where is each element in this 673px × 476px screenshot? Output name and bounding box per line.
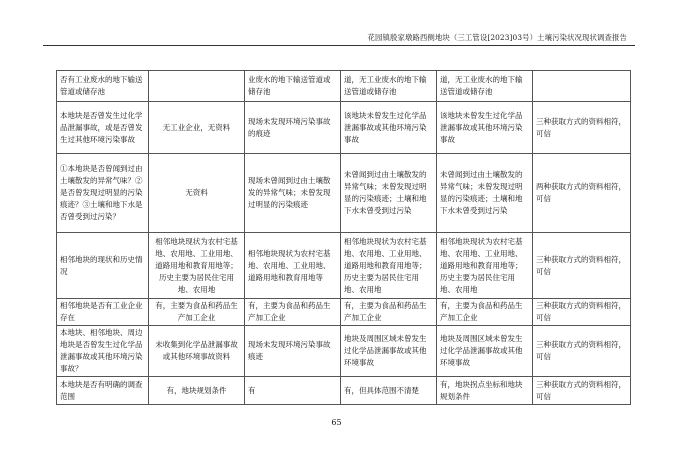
- table-cell: 该地块未曾发生过化学品泄漏事故或其他环境污染事故: [437, 102, 533, 154]
- table-cell: 三种获取方式的资料相符，可信: [533, 233, 631, 299]
- report-header-title: 花园镇殷家墩路西侧地块（三工管设[2023]03号）土壤污染状况现状调查报告: [367, 33, 627, 42]
- table-row: [57, 326, 631, 377]
- table-cell: 三种获取方式的资料相符，可信: [533, 102, 631, 154]
- header-divider: [43, 45, 635, 46]
- table-cell: 有，主要为食品和药品生产加工企业: [437, 299, 533, 326]
- table-row: [57, 71, 631, 102]
- table-cell: 现场未曾闻到过由土壤散发的异常气味；未曾发现过明显的污染痕迹: [245, 154, 341, 233]
- table-cell: 无工业企业，无资料: [149, 102, 245, 154]
- table-cell: 该地块未曾发生过化学品泄漏事故或其他环境污染事故: [341, 102, 437, 154]
- table-cell: ①本地块是否曾闻到过由土壤散发的异常气味？②是否曾发现过明显的污染痕迹？③土壤和地下水是否曾受到过污染？: [57, 154, 149, 233]
- table-cell: 现场未发现环境污染事故的痕迹: [245, 102, 341, 154]
- table-row: [57, 377, 631, 405]
- page-number: 65: [331, 418, 342, 427]
- table-cell: 地块及周围区域未曾发生过化学品泄漏事故或其他环境事故: [437, 326, 533, 377]
- table-cell: 相邻地块现状为农村宅基地、农用地、工业用地、道路用地和教育用地等；历史主要为居民住宅用地、农用地: [149, 233, 245, 299]
- table-cell: 未曾闻到过由土壤散发的异常气味；未曾发现过明显的污染痕迹；土壤和地下水未曾受到过污染: [437, 154, 533, 233]
- table-cell: 相邻地块的现状和历史情况: [57, 233, 149, 299]
- table-cell: 有，但具体范围不清楚: [341, 377, 437, 405]
- table-cell: 有，地块拐点坐标和地块规划条件: [437, 377, 533, 405]
- table-cell: 三种获取方式的资料相符，可信: [533, 377, 631, 405]
- table-cell: 否有工业废水的地下输送管道或储存池: [57, 71, 149, 102]
- table-cell: 本地块是否曾发生过化学品泄漏事故，或是否曾发生过其他环境污染事故: [57, 102, 149, 154]
- table-cell: 三种获取方式的资料相符，可信: [533, 326, 631, 377]
- table-row: [57, 299, 631, 326]
- table-row: [57, 233, 631, 299]
- table-cell: 有: [245, 377, 341, 405]
- table-cell: 相邻地块现状为农村宅基地、农用地、工业用地、道路用地和教育用地等；历史主要为居民住宅用地、农用地: [341, 233, 437, 299]
- table-cell: 有，主要为食品和药品生产加工企业: [245, 299, 341, 326]
- table-cell: 相邻地块是否有工业企业存在: [57, 299, 149, 326]
- table-cell: 本地块、相邻地块、周边地块是否曾发生过化学品泄漏事故或其他环境污染事故？: [57, 326, 149, 377]
- table-cell: 现场未发现环境污染事故痕迹: [245, 326, 341, 377]
- table-cell: 有，主要为食品和药品生产加工企业: [341, 299, 437, 326]
- table-cell: [149, 71, 245, 102]
- table-cell: 相邻地块现状为农村宅基地、农用地、工业用地、道路用地和教育用地等: [245, 233, 341, 299]
- table-row: [57, 102, 631, 154]
- table-cell: 有，地块规划条件: [149, 377, 245, 405]
- table-cell: 两种获取方式的资料相符，可信: [533, 154, 631, 233]
- table-cell: 本地块是否有明确的调查范围: [57, 377, 149, 405]
- table-cell: 道，无工业废水的地下输送管道或储存池: [341, 71, 437, 102]
- table-cell: 未曾闻到过由土壤散发的异常气味；未曾发现过明显的污染痕迹；土壤和地下水未曾受到过污染: [341, 154, 437, 233]
- table-row: [57, 154, 631, 233]
- table-cell: 有，主要为食品和药品生产加工企业: [149, 299, 245, 326]
- table-cell: 无资料: [149, 154, 245, 233]
- table-cell: [533, 71, 631, 102]
- table-cell: 三种获取方式的资料相符，可信: [533, 299, 631, 326]
- table-cell: 业废水的地下输送管道或储存池: [245, 71, 341, 102]
- table-cell: 道，无工业废水的地下输送管道或储存池: [437, 71, 533, 102]
- comparison-table: [56, 70, 631, 405]
- table-cell: 未收集到化学品泄漏事故或其他环境事故资料: [149, 326, 245, 377]
- table-cell: 相邻地块现状为农村宅基地、农用地、工业用地、道路用地和教育用地等；历史主要为居民住宅用地、农用地: [437, 233, 533, 299]
- table-cell: 地块及周围区域未曾发生过化学品泄漏事故或其他环境事故: [341, 326, 437, 377]
